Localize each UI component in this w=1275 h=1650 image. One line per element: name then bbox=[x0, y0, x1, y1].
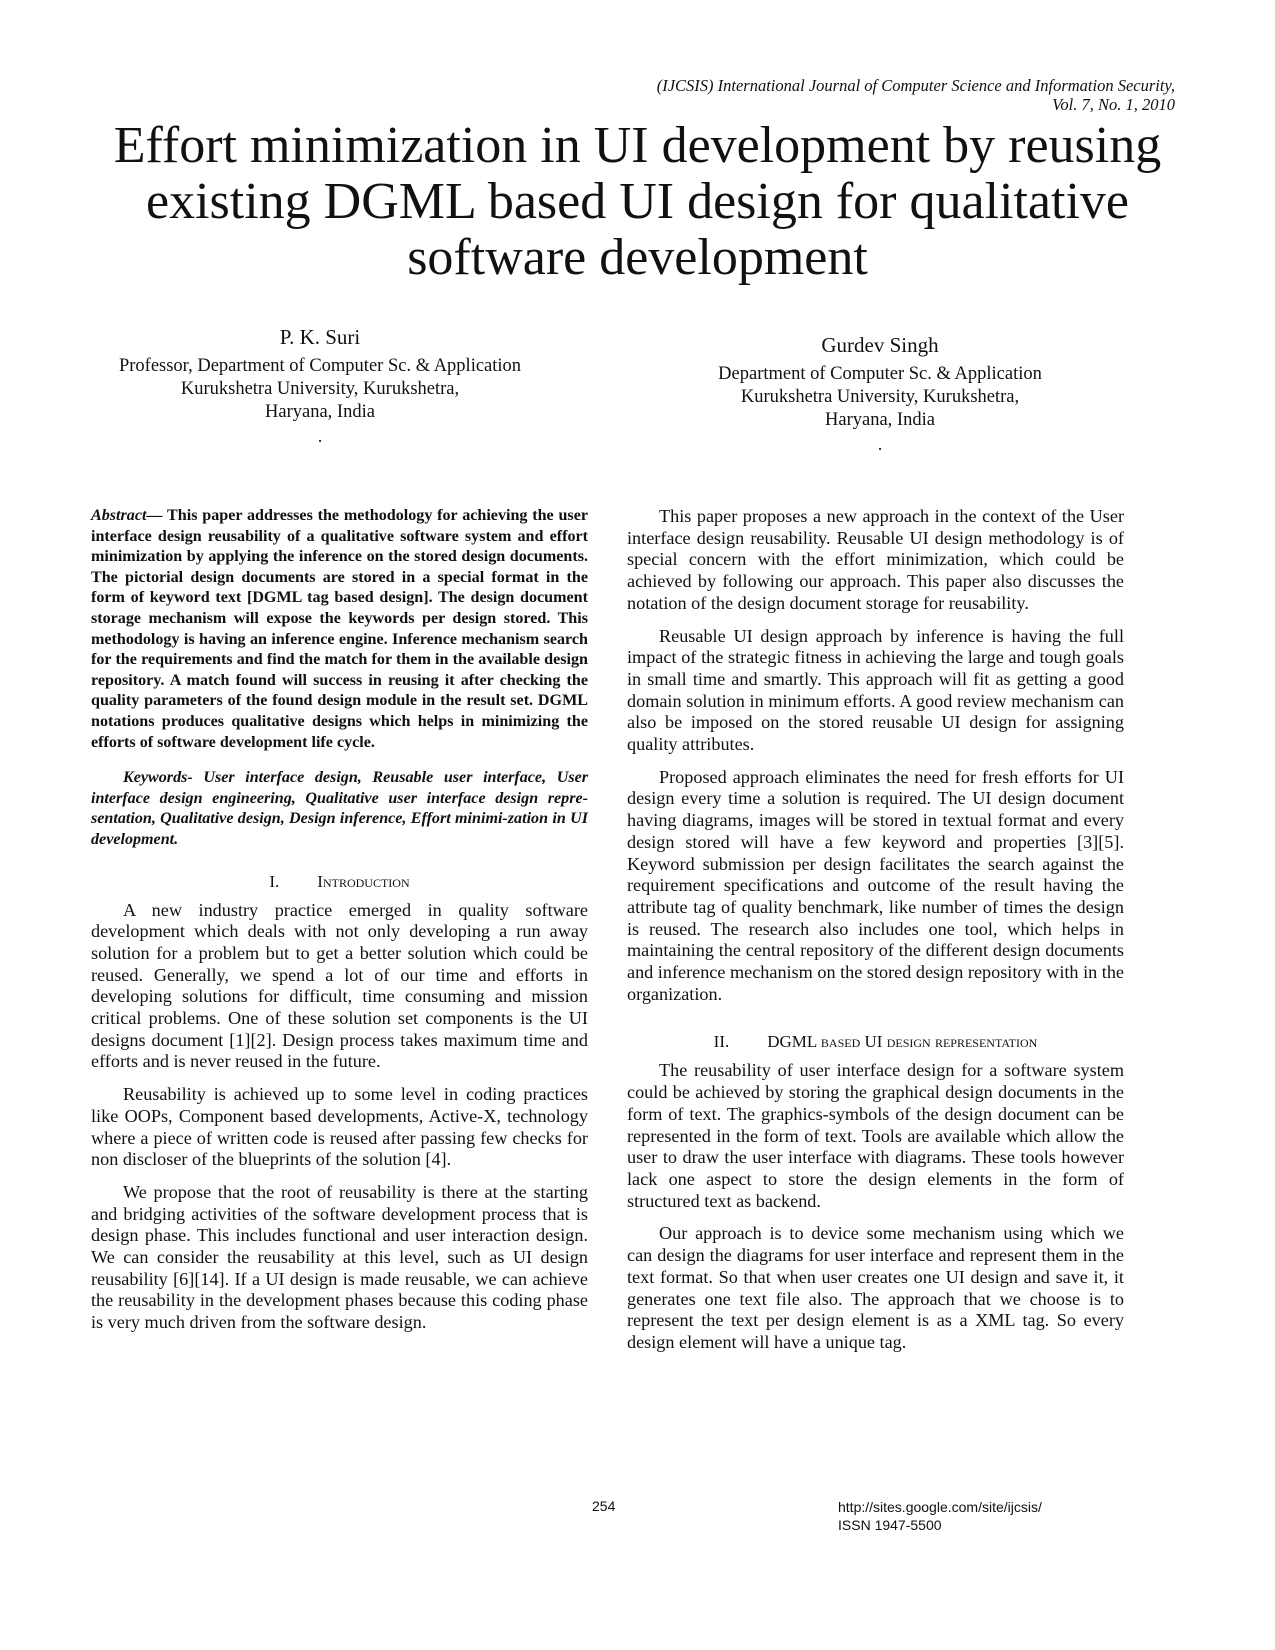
keywords: Keywords- User interface design, Reusable user interface, User interface design engineering, Qualitative user interface design repre-sentation, Qualitative design, Design inference, Effort minimi-zation in UI development. bbox=[91, 769, 588, 848]
author-affiliation: Department of Computer Sc. & Application bbox=[718, 364, 1042, 384]
section-heading-introduction bbox=[91, 871, 588, 892]
author-location: Haryana, India bbox=[825, 410, 935, 430]
section-number: I. bbox=[269, 871, 280, 891]
author-university: Kurukshetra University, Kurukshetra, bbox=[740, 387, 1020, 407]
issn: ISSN 1947-5500 bbox=[838, 1517, 942, 1533]
title-line-3: software development bbox=[407, 229, 868, 286]
paragraph: Reusability is achieved up to some level in coding practices like OOPs, Component based developments, Active-X, technology where a piece of written code is reused after passing few checks for non discloser of the blueprints of the solution [4]. bbox=[91, 1084, 588, 1170]
paragraph: This paper proposes a new approach in the context of the User interface design reusability. Reusable UI design methodology is of special concern with the effort minimization, which could be achieved by following our approach. This paper also discusses the notation of the design document storage for reusability. bbox=[627, 506, 1124, 613]
right-column bbox=[627, 506, 1124, 1365]
section-title: DGML based UI design representation bbox=[767, 1032, 1038, 1052]
footer-info bbox=[838, 1498, 1042, 1534]
author-dot: . bbox=[317, 427, 323, 447]
author-name: P. K. Suri bbox=[279, 325, 361, 349]
paragraph: The reusability of user interface design for a software system could be achieved by storing the graphical design documents in the form of text. The graphics-symbols of the design document can be represented in the form of text. Tools are available which allow the user to draw the user interface with diagrams. These tools however lack one aspect to store the design elements in the form of structured text as backend. bbox=[627, 1060, 1124, 1211]
author-block-singh bbox=[680, 332, 1080, 457]
paper-title bbox=[90, 118, 1185, 286]
paragraph: We propose that the root of reusability is there at the starting and bridging activities of the software development process that is design phase. This includes functional and user interaction design. We can consider the reusability at this level, such as UI design reusability [6][14]. If a UI design is made reusable, we can achieve the reusability in the development phases because this coding phase is very much driven from the software design. bbox=[91, 1181, 588, 1333]
section-title: Introduction bbox=[317, 871, 410, 891]
abstract-label: Abstract— bbox=[91, 507, 163, 524]
paragraph: Proposed approach eliminates the need for fresh efforts for UI design every time a solution is required. The UI design document having diagrams, images will be stored in textual format and every design stored will have a few keyword and properties [3][5]. Keyword submission per design facilitates the search against the requirement specifications and outcome of the result having the attribute tag of quality benchmark, like number of times the design is reused. The research also includes one tool, which helps in maintaining the central repository of the different design documents and inference mechanism on the stored design repository with in the organization. bbox=[627, 766, 1124, 1004]
paragraph: A new industry practice emerged in quality software development which deals with not only developing a run away solution for a problem but to get a better solution which could be reused. Generally, we spend a lot of our time and efforts in developing solutions for difficult, time consuming and mission critical problems. One of these solution set components is the UI designs document [1][2]. Design process takes maximum time and efforts and is never reused in the future. bbox=[91, 899, 588, 1072]
journal-header bbox=[657, 76, 1175, 114]
journal-url: http://sites.google.com/site/ijcsis/ bbox=[838, 1499, 1042, 1515]
author-block-suri bbox=[100, 324, 540, 449]
author-location: Haryana, India bbox=[265, 402, 375, 422]
abstract bbox=[91, 506, 588, 753]
author-name: Gurdev Singh bbox=[821, 333, 939, 357]
author-affiliation: Professor, Department of Computer Sc. & Application bbox=[118, 356, 522, 376]
paragraph: Reusable UI design approach by inference is having the full impact of the strategic fitness in achieving the large and tough goals in small time and smartly. This approach will fit as getting a good domain solution in minimum efforts. A good review mechanism can also be imposed on the stored reusable UI design for assigning quality attributes. bbox=[627, 625, 1124, 755]
paragraph: Our approach is to device some mechanism using which we can design the diagrams for user interface and represent them in the text format. So that when user creates one UI design and save it, it generates one text file also. The approach that we choose is to represent the text per design element is as a XML tag. So every design element will have a unique tag. bbox=[627, 1223, 1124, 1352]
abstract-text: This paper addresses the methodology for achieving the user interface design reusability of a qualitative software system and effort minimization by applying the inference on the stored design documents. The pictorial design documents are stored in a special format in the form of keyword text [DGML tag based design]. The design document storage mechanism will expose the keywords per design stored. This methodology is having an inference engine. Inference mechanism search for the requirements and find the match for them in the available design repository. A match found will success in reusing it after checking the quality parameters of the found design module in the result set. DGML notations produces qualitative designs which helps in minimizing the efforts of software development life cycle. bbox=[91, 507, 588, 751]
author-university: Kurukshetra University, Kurukshetra, bbox=[180, 379, 460, 399]
journal-volume: Vol. 7, No. 1, 2010 bbox=[1052, 95, 1175, 114]
left-column bbox=[91, 506, 588, 1345]
journal-name: (IJCSIS) International Journal of Computer Science and Information Security, bbox=[656, 76, 1175, 95]
section-number: II. bbox=[713, 1032, 730, 1052]
author-dot: . bbox=[877, 435, 883, 455]
page-number: 254 bbox=[592, 1498, 616, 1514]
title-line-2: existing DGML based UI design for qualitative bbox=[146, 173, 1129, 230]
title-line-1: Effort minimization in UI development by reusing bbox=[113, 117, 1162, 174]
section-heading-dgml bbox=[627, 1031, 1124, 1052]
